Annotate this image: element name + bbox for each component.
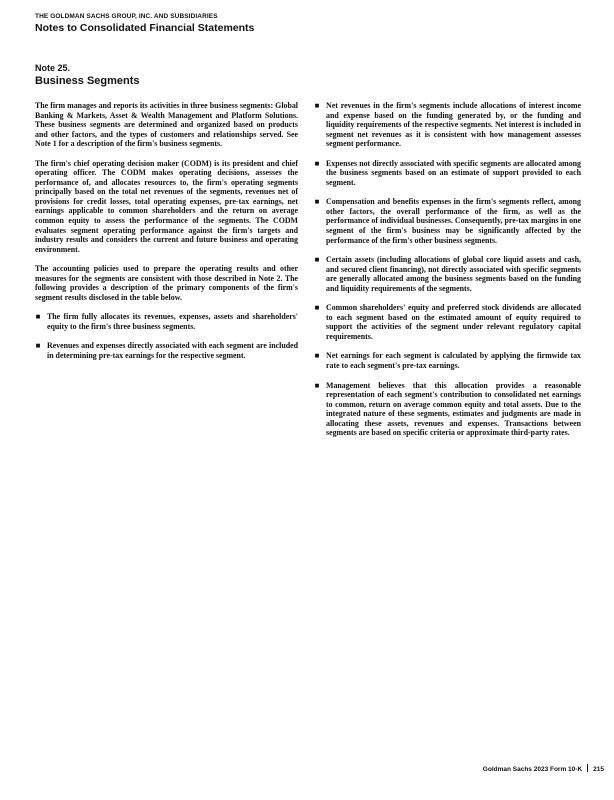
list-item-text: Common shareholders' equity and preferred stock dividends are allocated to each segment based on the estimated amount of equity required to support the activities of the segment under relevant regulatory capital requirements. (326, 303, 581, 341)
left-column (35, 101, 298, 371)
list-item-text: Expenses not directly associated with specific segments are allocated among the business segments based on an estimate of support provided to each segment. (326, 158, 581, 187)
list-item-text: Management believes that this allocation provides a reasonable representation of each segment's contribution to consolidated net earnings to common, return on average common equity and total assets. Due to the integrated nature of these segments, estimates and judgments are made in allocating these assets, revenues and expenses. Transactions between segments are based on specific criteria or approximate third-party rates. (326, 380, 581, 438)
list-item-text: Compensation and benefits expenses in the firm's segments reflect, among other factors, the overall performance of the firm, as well as the performance of individual businesses. Consequently, pre-tax margins in one segment of the firm's business may be significantly affected by the performance of the firm's other business segments. (326, 197, 581, 245)
list-item (314, 101, 581, 149)
list-item-text: Net earnings for each segment is calculated by applying the firmwide tax rate to each segment's pre-tax earnings. (326, 351, 581, 371)
bullet-icon: ■ (35, 341, 41, 351)
note-heading (35, 63, 305, 88)
list-item (35, 312, 298, 331)
list-item-text: The firm fully allocates its revenues, expenses, assets and shareholders' equity to the firm's three business segments. (47, 312, 298, 331)
list-item (314, 303, 581, 341)
bullet-icon: ■ (314, 380, 320, 390)
report-name: Goldman Sachs 2023 Form 10-K (482, 766, 583, 773)
list-item-text: Certain assets (including allocations of global core liquid assets and cash, and secured client financing), not directly associated with specific segments are generally allocated among the business segments based on the funding and liquidity requirements of the segments. (326, 255, 581, 293)
page-footer (483, 764, 604, 773)
list-item (35, 341, 298, 360)
list-item (314, 197, 581, 245)
bullet-icon: ■ (314, 351, 320, 361)
list-item (314, 255, 581, 293)
bullet-icon: ■ (314, 255, 320, 265)
bullet-icon: ■ (314, 197, 320, 207)
note-number: Note 25. (35, 63, 71, 73)
right-bullet-list (314, 101, 581, 438)
list-item-text: Revenues and expenses directly associated with each segment are included in determining pre-tax earnings for the respective segment. (47, 341, 298, 361)
section-title: Business Segments (35, 75, 140, 87)
bullet-icon: ■ (314, 158, 320, 168)
list-item (314, 159, 581, 188)
document-title: Notes to Consolidated Financial Statements (35, 22, 255, 34)
bullet-icon: ■ (35, 312, 41, 322)
footer-divider (587, 764, 588, 772)
bullet-icon: ■ (314, 101, 320, 110)
company-name: THE GOLDMAN SACHS GROUP, INC. AND SUBSIDIARIES (35, 13, 218, 20)
left-bullet-list (35, 312, 298, 360)
list-item-text: Net revenues in the firm's segments include allocations of interest income and expense based on the funding generated by, or the funding and liquidity requirements of the respective segments. Net interest is included in segment net revenues as it is consistent with how management assesses segment performance. (326, 101, 581, 149)
page-header (35, 13, 595, 35)
page-number: 215 (593, 766, 604, 773)
paragraph-codm: The firm's chief operating decision maker (CODM) is its president and chief operating officer. The CODM makes operating decisions, assesses the performance of, and allocates resources to, the firm's operating segments principally based on the total net revenues of the segments, revenues net of provisions for credit losses, total operating expenses, pre-tax earnings, net earnings applicable to common shareholders and the return on average common equity to assess the performance of the segments. The CODM evaluates segment operating performance against the firm's targets and industry results and considers the current and future business and operating environment. (35, 158, 298, 254)
list-item (314, 351, 581, 370)
paragraph-accounting-policies: The accounting policies used to prepare the operating results and other measures for the segments are consistent with those described in Note 2. The following provides a description of the primary components of the firm's segment results disclosed in the table below. (35, 264, 298, 302)
right-column (314, 101, 581, 448)
list-item (314, 381, 581, 438)
bullet-icon: ■ (314, 303, 320, 313)
paragraph-segments-overview: The firm manages and reports its activities in three business segments: Global Banking & Markets, Asset & Wealth Management and Platform Solutions. These business segments are determined and organized based on products and other factors, and the types of customers and relationships served. See Note 1 for a description of the firm's business segments. (35, 101, 298, 149)
